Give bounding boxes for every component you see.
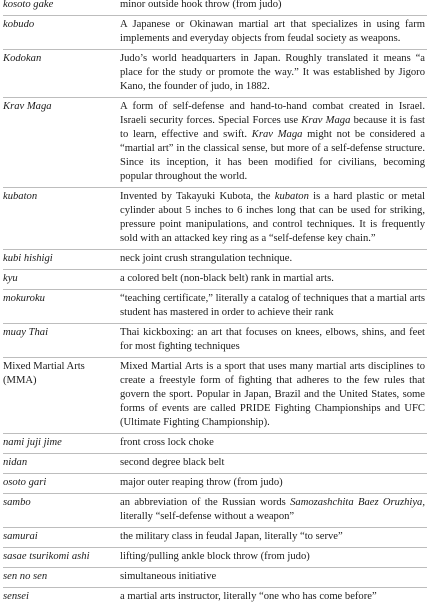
glossary-definition [120, 456, 427, 470]
definition-italic-text: Krav Maga [251, 129, 303, 140]
glossary-term: Mixed Martial Arts (MMA) [3, 361, 85, 386]
glossary-definition [120, 326, 427, 354]
glossary-entry [3, 290, 427, 324]
glossary-definition [120, 530, 427, 544]
definition-text: might not be considered a “martial art” in the classical sense, but more of a self-defense structure. Since its inception, it has been modified for civilians, becoming popular throughout the world. [120, 129, 426, 182]
glossary-definition [120, 496, 427, 524]
glossary-term: nidan [3, 457, 28, 468]
glossary-term: muay Thai [3, 327, 49, 338]
glossary-term: mokuroku [3, 293, 45, 304]
definition-text: Mixed Martial Arts is a sport that uses many martial arts disciplines to create a freestyle form of fighting that adheres to the few rules that govern the sport. Popular in Japan, Brazil and the United States, some forms of events are called PRIDE Fighting Championships and UFC (Ultimate Fighting Championship). [120, 361, 425, 428]
definition-text: “teaching certificate,” literally a catalog of techniques that a martial arts student has mastered in order to achieve their rank [120, 293, 426, 318]
definition-text: Thai kickboxing: an art that focuses on knees, elbows, shins, and feet for most fighting techniques [120, 327, 425, 352]
glossary-term: Krav Maga [3, 101, 52, 112]
definition-text: a martial arts instructor, literally “one who has come before” [120, 591, 377, 602]
glossary-entry [3, 358, 427, 434]
glossary-term: sambo [3, 497, 31, 508]
definition-italic-text: Krav Maga [301, 115, 351, 126]
glossary-term: nami juji jime [3, 437, 62, 448]
glossary-entry [3, 454, 427, 474]
definition-text: lifting/pulling ankle block throw (from judo) [120, 551, 310, 562]
glossary-definition [120, 0, 427, 12]
glossary-definition [120, 436, 427, 450]
glossary-definition [120, 100, 427, 184]
glossary-definition [120, 252, 427, 266]
glossary-definition [120, 570, 427, 584]
glossary-entry [3, 16, 427, 50]
glossary-term: sen no sen [3, 571, 48, 582]
glossary-definition [120, 476, 427, 490]
glossary-entry [3, 250, 427, 270]
glossary-entry [3, 50, 427, 98]
glossary-entry [3, 188, 427, 250]
definition-text: A Japanese or Okinawan martial art that specializes in using farm implements and everyday objects from feudal society as weapons. [120, 19, 425, 44]
definition-text: neck joint crush strangulation technique. [120, 253, 293, 264]
glossary-term: osoto gari [3, 477, 47, 488]
glossary-entry [3, 568, 427, 588]
definition-text: simultaneous initiative [120, 571, 217, 582]
definition-text: second degree black belt [120, 457, 225, 468]
glossary-definition [120, 550, 427, 564]
glossary-definition [120, 590, 427, 604]
glossary-entry [3, 494, 427, 528]
glossary-entry [3, 324, 427, 358]
glossary-term: sasae tsurikomi ashi [3, 551, 90, 562]
definition-italic-text: Samozashchita Baez Oruzhiya, [290, 497, 425, 508]
glossary-entry [3, 548, 427, 568]
glossary-term: kyu [3, 273, 18, 284]
definition-text: Invented by Takayuki Kubota, the [120, 191, 275, 202]
definition-text: A form of self-defense and hand-to-hand combat created in Israel. Israeli security forces. Special Forces use [120, 101, 425, 126]
definition-text: is a hard plastic or metal cylinder about 5 inches to 6 inches long that can be used for striking, pressure point manipulations, and control techniques. It is frequently sold with an attacked key ring as a “self-defense key chain.” [120, 191, 426, 244]
glossary-definition [120, 292, 427, 320]
glossary-entry [3, 270, 427, 290]
glossary-definition [120, 272, 427, 286]
glossary-entry [3, 528, 427, 548]
glossary-entry [3, 0, 427, 16]
definition-text: a colored belt (non-black belt) rank in martial arts. [120, 273, 334, 284]
glossary-definition [120, 52, 427, 94]
glossary-term: kubaton [3, 191, 38, 202]
glossary-definition [120, 18, 427, 46]
definition-text: literally “self-defense without a weapon” [120, 511, 295, 522]
glossary-definition [120, 190, 427, 246]
definition-text: an abbreviation of the Russian words [120, 497, 291, 508]
glossary-term: kobudo [3, 19, 35, 30]
glossary-term: kubi hishigi [3, 253, 53, 264]
definition-italic-text: kubaton [274, 191, 309, 202]
definition-text: the military class in feudal Japan, literally “to serve” [120, 531, 343, 542]
glossary-term: Kodokan [3, 53, 42, 64]
glossary-table [3, 0, 427, 607]
definition-text: Judo’s world headquarters in Japan. Roughly translated it means “a place for the study or promote the way.” It was established by Jigoro Kano, the founder of judo, in 1882. [120, 53, 425, 92]
glossary-entry [3, 588, 427, 607]
glossary-term: kosoto gake [3, 0, 54, 10]
glossary-term: samurai [3, 531, 38, 542]
glossary-entry [3, 98, 427, 188]
definition-text: major outer reaping throw (from judo) [120, 477, 283, 488]
definition-text: front cross lock choke [120, 437, 214, 448]
definition-text: because it is fast to learn, effective and swift. [120, 115, 425, 140]
definition-text: minor outside hook throw (from judo) [120, 0, 282, 10]
glossary-entry [3, 474, 427, 494]
glossary-definition [120, 360, 427, 430]
glossary-entry [3, 434, 427, 454]
glossary-term: sensei [3, 591, 29, 602]
